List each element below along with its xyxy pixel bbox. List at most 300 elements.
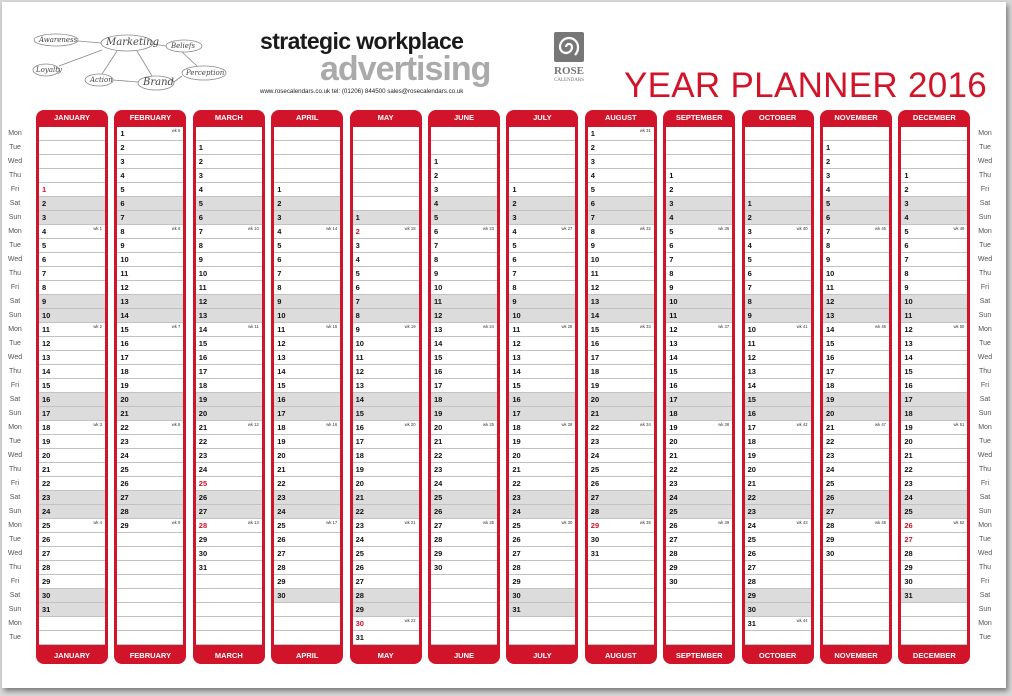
day-cell[interactable]	[117, 337, 183, 351]
day-cell[interactable]	[274, 267, 340, 281]
day-cell[interactable]	[39, 379, 105, 393]
day-cell[interactable]	[117, 449, 183, 463]
day-cell[interactable]	[353, 407, 419, 421]
day-cell[interactable]	[666, 253, 732, 267]
day-cell[interactable]	[509, 211, 575, 225]
day-cell[interactable]	[901, 155, 967, 169]
day-cell[interactable]	[588, 435, 654, 449]
day-cell[interactable]	[117, 183, 183, 197]
day-cell[interactable]	[588, 337, 654, 351]
day-cell[interactable]	[274, 155, 340, 169]
day-cell[interactable]	[901, 617, 967, 631]
day-cell[interactable]	[196, 477, 262, 491]
day-cell[interactable]	[588, 211, 654, 225]
day-cell[interactable]	[353, 365, 419, 379]
day-cell[interactable]	[117, 407, 183, 421]
day-cell[interactable]	[39, 631, 105, 645]
day-cell[interactable]	[196, 519, 262, 533]
day-cell[interactable]	[274, 295, 340, 309]
day-cell[interactable]	[274, 309, 340, 323]
day-cell[interactable]	[588, 351, 654, 365]
day-cell[interactable]	[431, 435, 497, 449]
day-cell[interactable]	[666, 533, 732, 547]
day-cell[interactable]	[353, 603, 419, 617]
day-cell[interactable]	[39, 183, 105, 197]
day-cell[interactable]	[39, 281, 105, 295]
day-cell[interactable]	[666, 463, 732, 477]
day-cell[interactable]	[353, 435, 419, 449]
day-cell[interactable]	[196, 323, 262, 337]
day-cell[interactable]	[196, 463, 262, 477]
day-cell[interactable]	[901, 603, 967, 617]
day-cell[interactable]	[666, 211, 732, 225]
day-cell[interactable]	[666, 141, 732, 155]
day-cell[interactable]	[823, 631, 889, 645]
day-cell[interactable]	[431, 505, 497, 519]
day-cell[interactable]	[588, 505, 654, 519]
day-cell[interactable]	[117, 519, 183, 533]
day-cell[interactable]	[274, 281, 340, 295]
day-cell[interactable]	[39, 463, 105, 477]
day-cell[interactable]	[353, 351, 419, 365]
day-cell[interactable]	[588, 169, 654, 183]
day-cell[interactable]	[745, 393, 811, 407]
day-cell[interactable]	[353, 225, 419, 239]
day-cell[interactable]	[274, 561, 340, 575]
day-cell[interactable]	[901, 225, 967, 239]
day-cell[interactable]	[196, 631, 262, 645]
day-cell[interactable]	[666, 337, 732, 351]
day-cell[interactable]	[39, 197, 105, 211]
day-cell[interactable]	[353, 155, 419, 169]
day-cell[interactable]	[353, 491, 419, 505]
day-cell[interactable]	[745, 463, 811, 477]
day-cell[interactable]	[588, 575, 654, 589]
day-cell[interactable]	[823, 617, 889, 631]
day-cell[interactable]	[274, 351, 340, 365]
day-cell[interactable]	[274, 211, 340, 225]
day-cell[interactable]	[196, 575, 262, 589]
day-cell[interactable]	[353, 379, 419, 393]
day-cell[interactable]	[117, 267, 183, 281]
day-cell[interactable]	[274, 477, 340, 491]
day-cell[interactable]	[588, 533, 654, 547]
day-cell[interactable]	[196, 197, 262, 211]
day-cell[interactable]	[666, 631, 732, 645]
day-cell[interactable]	[274, 547, 340, 561]
day-cell[interactable]	[823, 323, 889, 337]
day-cell[interactable]	[353, 519, 419, 533]
day-cell[interactable]	[588, 477, 654, 491]
day-cell[interactable]	[509, 547, 575, 561]
day-cell[interactable]	[901, 295, 967, 309]
day-cell[interactable]	[588, 197, 654, 211]
day-cell[interactable]	[509, 351, 575, 365]
day-cell[interactable]	[431, 365, 497, 379]
day-cell[interactable]	[745, 127, 811, 141]
day-cell[interactable]	[745, 421, 811, 435]
day-cell[interactable]	[745, 169, 811, 183]
day-cell[interactable]	[39, 309, 105, 323]
day-cell[interactable]	[196, 491, 262, 505]
day-cell[interactable]	[39, 225, 105, 239]
day-cell[interactable]	[196, 547, 262, 561]
day-cell[interactable]	[196, 267, 262, 281]
day-cell[interactable]	[588, 393, 654, 407]
day-cell[interactable]	[745, 505, 811, 519]
day-cell[interactable]	[117, 603, 183, 617]
day-cell[interactable]	[666, 309, 732, 323]
day-cell[interactable]	[353, 589, 419, 603]
day-cell[interactable]	[901, 239, 967, 253]
day-cell[interactable]	[588, 225, 654, 239]
day-cell[interactable]	[509, 463, 575, 477]
day-cell[interactable]	[823, 561, 889, 575]
day-cell[interactable]	[745, 491, 811, 505]
day-cell[interactable]	[588, 309, 654, 323]
day-cell[interactable]	[274, 533, 340, 547]
day-cell[interactable]	[745, 365, 811, 379]
day-cell[interactable]	[39, 617, 105, 631]
day-cell[interactable]	[196, 505, 262, 519]
day-cell[interactable]	[39, 603, 105, 617]
day-cell[interactable]	[431, 211, 497, 225]
day-cell[interactable]	[353, 141, 419, 155]
day-cell[interactable]	[196, 407, 262, 421]
day-cell[interactable]	[431, 169, 497, 183]
day-cell[interactable]	[431, 183, 497, 197]
day-cell[interactable]	[588, 407, 654, 421]
day-cell[interactable]	[353, 449, 419, 463]
day-cell[interactable]	[39, 351, 105, 365]
day-cell[interactable]	[823, 477, 889, 491]
day-cell[interactable]	[353, 505, 419, 519]
day-cell[interactable]	[196, 337, 262, 351]
day-cell[interactable]	[588, 365, 654, 379]
day-cell[interactable]	[745, 253, 811, 267]
day-cell[interactable]	[196, 589, 262, 603]
day-cell[interactable]	[745, 155, 811, 169]
day-cell[interactable]	[274, 183, 340, 197]
day-cell[interactable]	[745, 281, 811, 295]
day-cell[interactable]	[196, 351, 262, 365]
day-cell[interactable]	[117, 239, 183, 253]
day-cell[interactable]	[431, 295, 497, 309]
day-cell[interactable]	[39, 211, 105, 225]
day-cell[interactable]	[666, 603, 732, 617]
day-cell[interactable]	[39, 365, 105, 379]
day-cell[interactable]	[39, 295, 105, 309]
day-cell[interactable]	[117, 365, 183, 379]
day-cell[interactable]	[196, 309, 262, 323]
day-cell[interactable]	[901, 183, 967, 197]
day-cell[interactable]	[745, 617, 811, 631]
day-cell[interactable]	[823, 407, 889, 421]
day-cell[interactable]	[39, 533, 105, 547]
day-cell[interactable]	[509, 519, 575, 533]
day-cell[interactable]	[901, 127, 967, 141]
day-cell[interactable]	[39, 477, 105, 491]
day-cell[interactable]	[39, 323, 105, 337]
day-cell[interactable]	[823, 491, 889, 505]
day-cell[interactable]	[666, 183, 732, 197]
day-cell[interactable]	[509, 127, 575, 141]
day-cell[interactable]	[274, 631, 340, 645]
day-cell[interactable]	[117, 589, 183, 603]
day-cell[interactable]	[823, 183, 889, 197]
day-cell[interactable]	[39, 127, 105, 141]
day-cell[interactable]	[666, 407, 732, 421]
day-cell[interactable]	[509, 225, 575, 239]
day-cell[interactable]	[666, 225, 732, 239]
day-cell[interactable]	[39, 407, 105, 421]
day-cell[interactable]	[666, 379, 732, 393]
day-cell[interactable]	[353, 323, 419, 337]
day-cell[interactable]	[274, 379, 340, 393]
day-cell[interactable]	[117, 617, 183, 631]
day-cell[interactable]	[901, 491, 967, 505]
day-cell[interactable]	[901, 169, 967, 183]
day-cell[interactable]	[823, 421, 889, 435]
day-cell[interactable]	[901, 337, 967, 351]
day-cell[interactable]	[588, 323, 654, 337]
day-cell[interactable]	[823, 505, 889, 519]
day-cell[interactable]	[509, 267, 575, 281]
day-cell[interactable]	[588, 589, 654, 603]
day-cell[interactable]	[196, 281, 262, 295]
day-cell[interactable]	[745, 449, 811, 463]
day-cell[interactable]	[431, 323, 497, 337]
day-cell[interactable]	[588, 267, 654, 281]
day-cell[interactable]	[431, 281, 497, 295]
day-cell[interactable]	[117, 575, 183, 589]
day-cell[interactable]	[431, 477, 497, 491]
day-cell[interactable]	[745, 141, 811, 155]
day-cell[interactable]	[117, 547, 183, 561]
day-cell[interactable]	[509, 477, 575, 491]
day-cell[interactable]	[274, 169, 340, 183]
day-cell[interactable]	[353, 197, 419, 211]
day-cell[interactable]	[274, 463, 340, 477]
day-cell[interactable]	[901, 449, 967, 463]
day-cell[interactable]	[666, 239, 732, 253]
day-cell[interactable]	[509, 365, 575, 379]
day-cell[interactable]	[509, 491, 575, 505]
day-cell[interactable]	[117, 351, 183, 365]
day-cell[interactable]	[431, 267, 497, 281]
day-cell[interactable]	[274, 449, 340, 463]
day-cell[interactable]	[117, 253, 183, 267]
day-cell[interactable]	[901, 309, 967, 323]
day-cell[interactable]	[901, 533, 967, 547]
day-cell[interactable]	[901, 561, 967, 575]
day-cell[interactable]	[666, 561, 732, 575]
day-cell[interactable]	[509, 309, 575, 323]
day-cell[interactable]	[745, 589, 811, 603]
day-cell[interactable]	[117, 211, 183, 225]
day-cell[interactable]	[431, 589, 497, 603]
day-cell[interactable]	[901, 267, 967, 281]
day-cell[interactable]	[588, 281, 654, 295]
day-cell[interactable]	[588, 421, 654, 435]
day-cell[interactable]	[823, 365, 889, 379]
day-cell[interactable]	[666, 547, 732, 561]
day-cell[interactable]	[823, 127, 889, 141]
day-cell[interactable]	[823, 155, 889, 169]
day-cell[interactable]	[274, 239, 340, 253]
day-cell[interactable]	[823, 449, 889, 463]
day-cell[interactable]	[353, 575, 419, 589]
day-cell[interactable]	[117, 561, 183, 575]
day-cell[interactable]	[666, 617, 732, 631]
day-cell[interactable]	[666, 365, 732, 379]
day-cell[interactable]	[745, 547, 811, 561]
day-cell[interactable]	[117, 463, 183, 477]
day-cell[interactable]	[666, 393, 732, 407]
day-cell[interactable]	[823, 463, 889, 477]
day-cell[interactable]	[588, 617, 654, 631]
day-cell[interactable]	[745, 435, 811, 449]
day-cell[interactable]	[431, 561, 497, 575]
day-cell[interactable]	[196, 603, 262, 617]
day-cell[interactable]	[196, 225, 262, 239]
day-cell[interactable]	[509, 407, 575, 421]
day-cell[interactable]	[588, 183, 654, 197]
day-cell[interactable]	[745, 533, 811, 547]
day-cell[interactable]	[39, 575, 105, 589]
day-cell[interactable]	[588, 519, 654, 533]
day-cell[interactable]	[823, 169, 889, 183]
day-cell[interactable]	[666, 421, 732, 435]
day-cell[interactable]	[901, 477, 967, 491]
day-cell[interactable]	[196, 295, 262, 309]
day-cell[interactable]	[509, 183, 575, 197]
day-cell[interactable]	[901, 379, 967, 393]
day-cell[interactable]	[823, 393, 889, 407]
day-cell[interactable]	[274, 393, 340, 407]
day-cell[interactable]	[823, 379, 889, 393]
day-cell[interactable]	[39, 491, 105, 505]
day-cell[interactable]	[39, 155, 105, 169]
day-cell[interactable]	[509, 281, 575, 295]
day-cell[interactable]	[745, 519, 811, 533]
day-cell[interactable]	[274, 127, 340, 141]
day-cell[interactable]	[901, 393, 967, 407]
day-cell[interactable]	[666, 589, 732, 603]
day-cell[interactable]	[745, 631, 811, 645]
day-cell[interactable]	[901, 575, 967, 589]
day-cell[interactable]	[196, 449, 262, 463]
day-cell[interactable]	[588, 491, 654, 505]
day-cell[interactable]	[823, 267, 889, 281]
day-cell[interactable]	[666, 127, 732, 141]
day-cell[interactable]	[431, 127, 497, 141]
day-cell[interactable]	[745, 239, 811, 253]
day-cell[interactable]	[353, 421, 419, 435]
day-cell[interactable]	[117, 169, 183, 183]
day-cell[interactable]	[901, 197, 967, 211]
day-cell[interactable]	[431, 393, 497, 407]
day-cell[interactable]	[196, 253, 262, 267]
day-cell[interactable]	[353, 281, 419, 295]
day-cell[interactable]	[666, 477, 732, 491]
day-cell[interactable]	[509, 239, 575, 253]
day-cell[interactable]	[823, 225, 889, 239]
day-cell[interactable]	[196, 421, 262, 435]
day-cell[interactable]	[274, 197, 340, 211]
day-cell[interactable]	[901, 421, 967, 435]
day-cell[interactable]	[666, 267, 732, 281]
day-cell[interactable]	[39, 141, 105, 155]
day-cell[interactable]	[39, 169, 105, 183]
day-cell[interactable]	[431, 631, 497, 645]
day-cell[interactable]	[509, 505, 575, 519]
day-cell[interactable]	[901, 463, 967, 477]
day-cell[interactable]	[274, 421, 340, 435]
day-cell[interactable]	[509, 393, 575, 407]
day-cell[interactable]	[745, 323, 811, 337]
day-cell[interactable]	[509, 169, 575, 183]
day-cell[interactable]	[901, 519, 967, 533]
day-cell[interactable]	[745, 407, 811, 421]
day-cell[interactable]	[353, 267, 419, 281]
day-cell[interactable]	[196, 239, 262, 253]
day-cell[interactable]	[588, 561, 654, 575]
day-cell[interactable]	[431, 617, 497, 631]
day-cell[interactable]	[431, 603, 497, 617]
day-cell[interactable]	[117, 225, 183, 239]
day-cell[interactable]	[588, 631, 654, 645]
day-cell[interactable]	[823, 603, 889, 617]
day-cell[interactable]	[745, 575, 811, 589]
day-cell[interactable]	[823, 435, 889, 449]
day-cell[interactable]	[823, 547, 889, 561]
day-cell[interactable]	[117, 295, 183, 309]
day-cell[interactable]	[588, 253, 654, 267]
day-cell[interactable]	[353, 631, 419, 645]
day-cell[interactable]	[431, 225, 497, 239]
day-cell[interactable]	[274, 407, 340, 421]
day-cell[interactable]	[509, 603, 575, 617]
day-cell[interactable]	[745, 197, 811, 211]
day-cell[interactable]	[39, 267, 105, 281]
day-cell[interactable]	[117, 323, 183, 337]
day-cell[interactable]	[901, 505, 967, 519]
day-cell[interactable]	[666, 449, 732, 463]
day-cell[interactable]	[431, 309, 497, 323]
day-cell[interactable]	[823, 519, 889, 533]
day-cell[interactable]	[823, 351, 889, 365]
day-cell[interactable]	[39, 519, 105, 533]
day-cell[interactable]	[823, 295, 889, 309]
day-cell[interactable]	[39, 435, 105, 449]
day-cell[interactable]	[745, 183, 811, 197]
day-cell[interactable]	[823, 253, 889, 267]
day-cell[interactable]	[274, 575, 340, 589]
day-cell[interactable]	[353, 533, 419, 547]
day-cell[interactable]	[353, 463, 419, 477]
day-cell[interactable]	[588, 155, 654, 169]
day-cell[interactable]	[509, 295, 575, 309]
day-cell[interactable]	[666, 281, 732, 295]
day-cell[interactable]	[431, 197, 497, 211]
day-cell[interactable]	[901, 351, 967, 365]
day-cell[interactable]	[509, 449, 575, 463]
day-cell[interactable]	[431, 463, 497, 477]
day-cell[interactable]	[509, 379, 575, 393]
day-cell[interactable]	[745, 295, 811, 309]
day-cell[interactable]	[588, 295, 654, 309]
